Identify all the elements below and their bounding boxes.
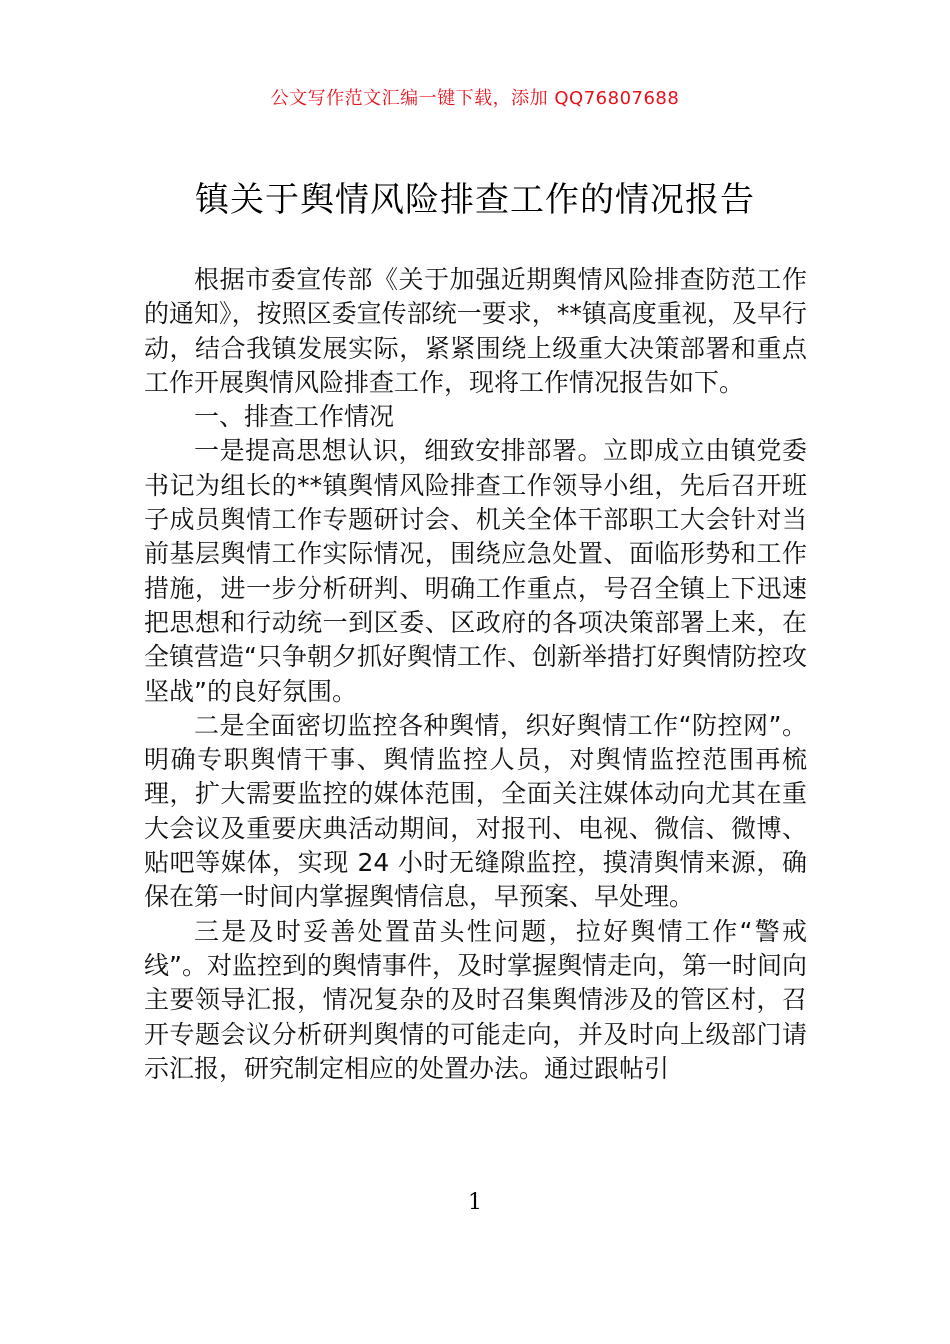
download-promo-note: 公文写作范文汇编一键下载，添加 QQ76807688: [270, 88, 680, 109]
body-paragraph-2: 二是全面密切监控各种舆情，织好舆情工作“防控网”。明确专职舆情干事、舆情监控人员，对舆情监控范围再梳理，扩大需要监控的媒体范围，全面关注媒体动向尤其在重大会议及重要庆典活动期间，对报刊、电视、微信、微博、贴吧等媒体，实现 24 小时无缝隙监控，摸清舆情来源，确保在第一时间内掌握舆情信息，早预案、早处理。: [144, 710, 807, 912]
section-heading: 一、排查工作情况: [194, 402, 395, 432]
document-title: 镇关于舆情风险排查工作的情况报告: [195, 180, 755, 220]
document-body: [144, 263, 807, 1086]
body-paragraph-1: 一是提高思想认识，细致安排部署。立即成立由镇党委书记为组长的**镇舆情风险排查工作领导小组，先后召开班子成员舆情工作专题研讨会、机关全体干部职工大会针对当前基层舆情工作实际情况，围绕应急处置、面临形势和工作措施，进一步分析研判、明确工作重点，号召全镇上下迅速把思想和行动统一到区委、区政府的各项决策部署上来，在全镇营造“只争朝夕抓好舆情工作、创新举措打好舆情防控攻坚战”的良好氛围。: [144, 436, 807, 706]
body-paragraph-3: 三是及时妥善处置苗头性问题，拉好舆情工作“警戒线”。对监控到的舆情事件，及时掌握舆情走向，第一时间向主要领导汇报，情况复杂的及时召集舆情涉及的管区村，召开专题会议分析研判舆情的可能走向，并及时向上级部门请示汇报，研究制定相应的处置办法。通过跟帖引: [144, 916, 807, 1083]
intro-paragraph: 根据市委宣传部《关于加强近期舆情风险排查防范工作的通知》，按照区委宣传部统一要求，**镇高度重视，及早行动，结合我镇发展实际，紧紧围绕上级重大决策部署和重点工作开展舆情风险排查工作，现将工作情况报告如下。: [144, 265, 807, 397]
page-number: 1: [468, 1190, 482, 1215]
